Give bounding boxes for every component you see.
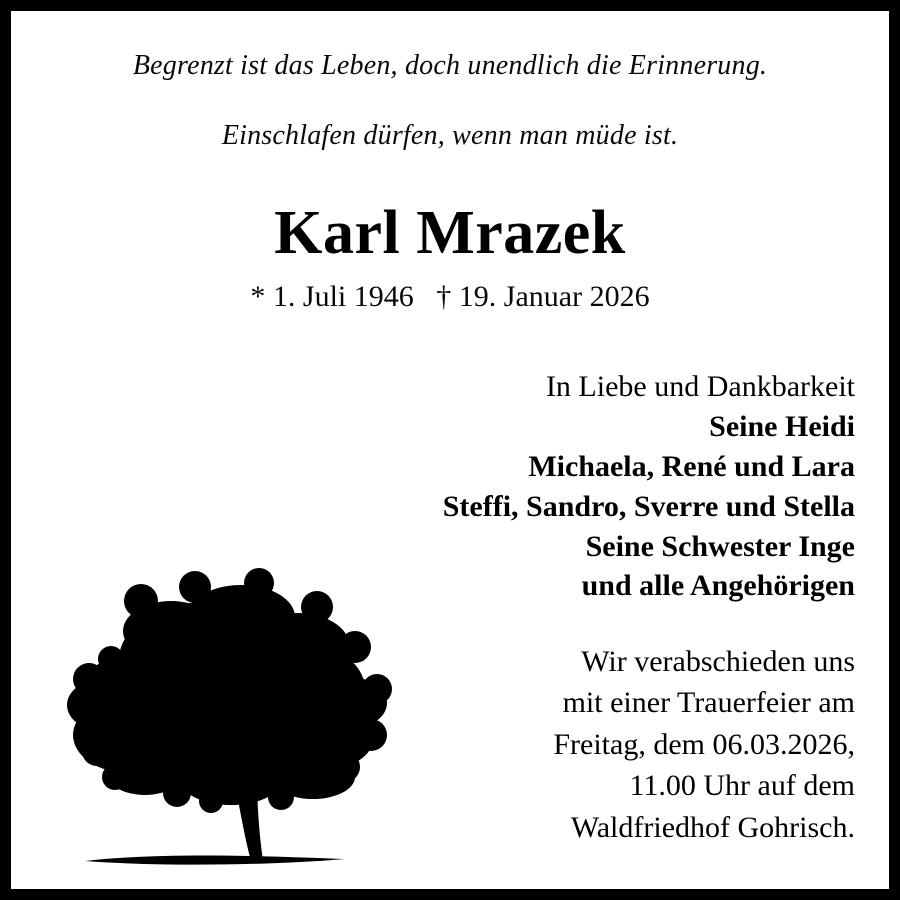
family-member-line-1: Seine Heidi: [709, 409, 855, 443]
funeral-line-2: mit einer Trauerfeier am: [562, 686, 855, 720]
deceased-name: Karl Mrazek: [274, 198, 626, 267]
obituary-content: [11, 11, 889, 889]
lower-section: [45, 351, 855, 889]
birth-death-dates: * 1. Juli 1946 † 19. Januar 2026: [250, 279, 650, 313]
funeral-line-5: Waldfriedhof Gohrisch.: [570, 810, 855, 844]
tree-icon: [45, 539, 475, 879]
funeral-line-4: 11.00 Uhr auf dem: [629, 769, 855, 803]
family-member-line-4: Seine Schwester Inge: [585, 529, 855, 563]
funeral-line-1: Wir verabschieden uns: [581, 645, 855, 678]
verse-line-2: Einschlafen dürfen, wenn man müde ist.: [221, 119, 679, 151]
family-member-line-5: und alle Angehörigen: [581, 569, 855, 603]
funeral-line-3: Freitag, dem 06.03.2026,: [553, 727, 855, 761]
verse-line-1: Begrenzt ist das Leben, doch unendlich die Erinnerung.: [132, 50, 768, 81]
family-lead-text: In Liebe und Dankbarkeit: [545, 370, 855, 403]
family-member-line-2: Michaela, René und Lara: [528, 449, 855, 483]
family-member-line-3: Steffi, Sandro, Sverre und Stella: [442, 489, 855, 523]
funeral-details: [425, 641, 855, 848]
memorial-verse: [45, 47, 855, 155]
